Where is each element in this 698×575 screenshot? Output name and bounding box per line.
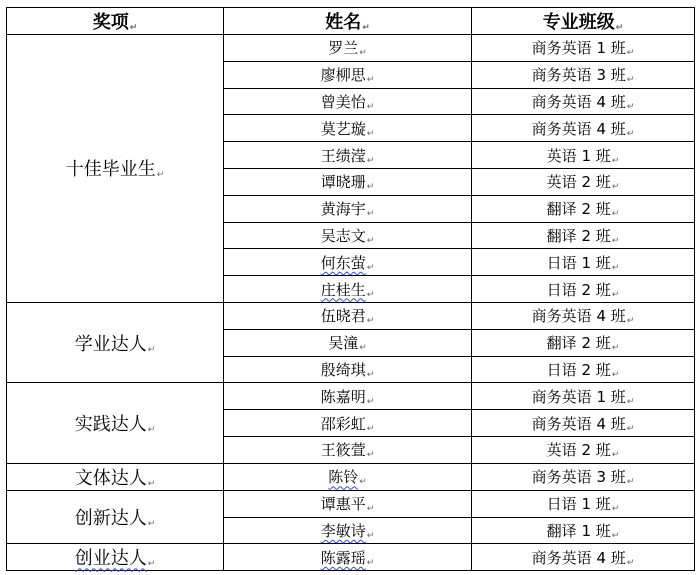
- class-cell: 商务英语 4 班↵: [472, 88, 695, 115]
- paragraph-mark-icon: ↵: [366, 262, 375, 273]
- paragraph-mark-icon: ↵: [626, 396, 635, 407]
- paragraph-mark-icon: ↵: [366, 530, 375, 541]
- paragraph-mark-icon: ↵: [366, 128, 375, 139]
- paragraph-mark-icon: ↵: [611, 289, 620, 300]
- table-row: [7, 35, 695, 62]
- award-cell: 文体达人↵: [7, 463, 224, 490]
- paragraph-mark-icon: ↵: [366, 155, 375, 166]
- name-cell: 陈铃↵: [224, 463, 472, 490]
- table-row: [7, 544, 695, 571]
- name-cell: 谭晓珊↵: [224, 168, 472, 195]
- class-cell: 英语 2 班↵: [472, 436, 695, 463]
- paragraph-mark-icon: ↵: [366, 396, 375, 407]
- class-cell: 日语 2 班↵: [472, 276, 695, 303]
- paragraph-mark-icon: ↵: [611, 450, 620, 461]
- awards-table-body: [7, 35, 695, 571]
- paragraph-mark-icon: ↵: [611, 262, 620, 273]
- paragraph-mark-icon: ↵: [366, 209, 375, 220]
- name-cell: 吴潼↵: [224, 329, 472, 356]
- header-award: 奖项↵: [7, 8, 224, 35]
- paragraph-mark-icon: ↵: [626, 557, 635, 568]
- class-cell: 日语 2 班↵: [472, 356, 695, 383]
- paragraph-mark-icon: ↵: [129, 23, 138, 33]
- class-cell: 商务英语 1 班↵: [472, 383, 695, 410]
- paragraph-mark-icon: ↵: [366, 182, 375, 193]
- paragraph-mark-icon: ↵: [147, 478, 156, 489]
- header-name: 姓名↵: [224, 8, 472, 35]
- paragraph-mark-icon: ↵: [359, 48, 367, 59]
- class-cell: 翻译 2 班↵: [472, 195, 695, 222]
- paragraph-mark-icon: ↵: [366, 504, 375, 515]
- paragraph-mark-icon: ↵: [366, 316, 375, 327]
- award-cell: 创新达人↵: [7, 490, 224, 544]
- class-cell: 商务英语 4 班↵: [472, 410, 695, 437]
- paragraph-mark-icon: ↵: [362, 23, 370, 33]
- paragraph-mark-icon: ↵: [359, 343, 367, 354]
- table-row: [7, 463, 695, 490]
- name-cell: 陈嘉明↵: [224, 383, 472, 410]
- paragraph-mark-icon: ↵: [147, 519, 156, 530]
- paragraph-mark-icon: ↵: [366, 289, 375, 300]
- name-cell: 罗兰↵: [224, 35, 472, 62]
- paragraph-mark-icon: ↵: [611, 530, 620, 541]
- paragraph-mark-icon: ↵: [626, 75, 635, 86]
- paragraph-mark-icon: ↵: [366, 235, 375, 246]
- paragraph-mark-icon: ↵: [366, 101, 375, 112]
- award-cell: 十佳毕业生↵: [7, 35, 224, 303]
- paragraph-mark-icon: ↵: [147, 425, 156, 436]
- paragraph-mark-icon: ↵: [626, 423, 635, 434]
- name-cell: 吴志文↵: [224, 222, 472, 249]
- awards-table: [6, 7, 695, 571]
- name-cell: 陈露瑶↵: [224, 544, 472, 571]
- award-cell: 学业达人↵: [7, 302, 224, 382]
- name-cell: 何东萤↵: [224, 249, 472, 276]
- header-class: 专业班级↵: [472, 8, 695, 35]
- paragraph-mark-icon: ↵: [366, 450, 375, 461]
- class-cell: 日语 1 班↵: [472, 490, 695, 517]
- paragraph-mark-icon: ↵: [626, 48, 635, 59]
- header-row: [7, 8, 695, 35]
- name-cell: 谭惠平↵: [224, 490, 472, 517]
- class-cell: 商务英语 4 班↵: [472, 115, 695, 142]
- name-cell: 曾美怡↵: [224, 88, 472, 115]
- name-cell: 邵彩虹↵: [224, 410, 472, 437]
- paragraph-mark-icon: ↵: [147, 344, 156, 355]
- paragraph-mark-icon: ↵: [626, 316, 635, 327]
- table-row: [7, 302, 695, 329]
- paragraph-mark-icon: ↵: [611, 369, 620, 380]
- class-cell: 英语 1 班↵: [472, 142, 695, 169]
- paragraph-mark-icon: ↵: [611, 182, 620, 193]
- paragraph-mark-icon: ↵: [626, 477, 635, 488]
- class-cell: 英语 2 班↵: [472, 168, 695, 195]
- paragraph-mark-icon: ↵: [366, 423, 375, 434]
- class-cell: 翻译 2 班↵: [472, 329, 695, 356]
- paragraph-mark-icon: ↵: [156, 170, 165, 181]
- class-cell: 翻译 2 班↵: [472, 222, 695, 249]
- paragraph-mark-icon: ↵: [611, 155, 620, 166]
- table-row: [7, 490, 695, 517]
- paragraph-mark-icon: ↵: [611, 235, 620, 246]
- paragraph-mark-icon: ↵: [366, 75, 375, 86]
- name-cell: 王筱萱↵: [224, 436, 472, 463]
- table-row: [7, 383, 695, 410]
- paragraph-mark-icon: ↵: [626, 101, 635, 112]
- class-cell: 翻译 1 班↵: [472, 517, 695, 544]
- paragraph-mark-icon: ↵: [359, 477, 367, 488]
- name-cell: 黄海宇↵: [224, 195, 472, 222]
- paragraph-mark-icon: ↵: [626, 128, 635, 139]
- class-cell: 日语 1 班↵: [472, 249, 695, 276]
- name-cell: 莫艺璇↵: [224, 115, 472, 142]
- class-cell: 商务英语 3 班↵: [472, 61, 695, 88]
- paragraph-mark-icon: ↵: [366, 557, 375, 568]
- paragraph-mark-icon: ↵: [611, 343, 620, 354]
- name-cell: 王绩滢↵: [224, 142, 472, 169]
- name-cell: 廖柳思↵: [224, 61, 472, 88]
- paragraph-mark-icon: ↵: [611, 504, 620, 515]
- name-cell: 李敏诗↵: [224, 517, 472, 544]
- name-cell: 伍晓君↵: [224, 302, 472, 329]
- class-cell: 商务英语 1 班↵: [472, 35, 695, 62]
- class-cell: 商务英语 4 班↵: [472, 302, 695, 329]
- award-cell: 实践达人↵: [7, 383, 224, 463]
- paragraph-mark-icon: ↵: [366, 369, 375, 380]
- paragraph-mark-icon: ↵: [615, 23, 624, 33]
- class-cell: 商务英语 4 班↵: [472, 544, 695, 571]
- paragraph-mark-icon: ↵: [611, 209, 620, 220]
- name-cell: 庄桂生↵: [224, 276, 472, 303]
- class-cell: 商务英语 3 班↵: [472, 463, 695, 490]
- paragraph-mark-icon: ↵: [147, 559, 156, 570]
- name-cell: 殷绮琪↵: [224, 356, 472, 383]
- award-cell: 创业达人↵: [7, 544, 224, 571]
